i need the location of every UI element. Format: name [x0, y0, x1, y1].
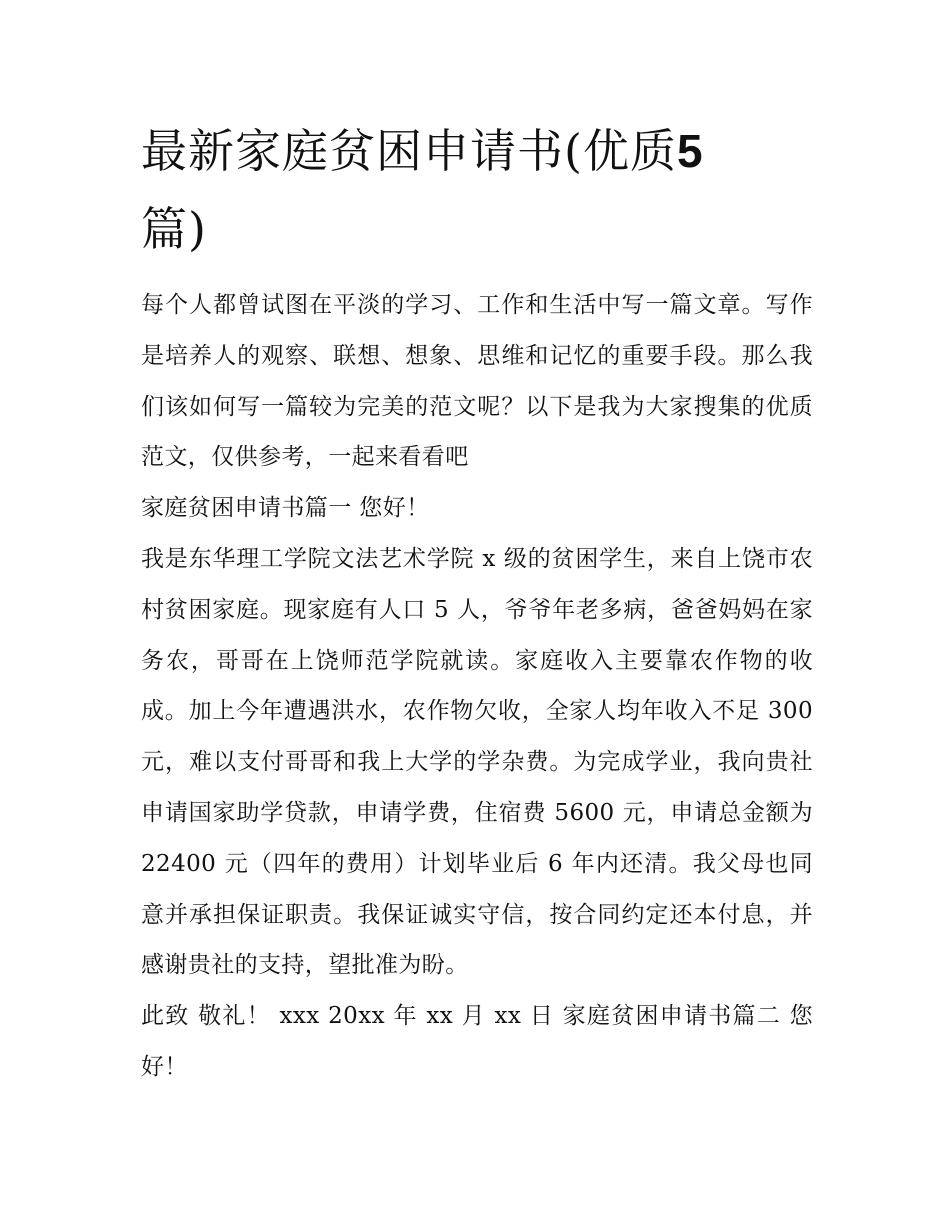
- letter-body-paragraph: 我是东华理工学院文法艺术学院 x 级的贫困学生，来自上饶市农村贫困家庭。现家庭有人口 5 人，爷爷年老多病，爸爸妈妈在家务农，哥哥在上饶师范学院就读。家庭收入主要靠农作物的收成。加上今年遭遇洪水，农作物欠收，全家人均年收入不足 300 元，难以支付哥哥和我上大学的学杂费。为完成学业，我向贵社申请国家助学贷款，申请学费，住宿费 5600 元，申请总金额为 22400 元（四年的费用）计划毕业后 6 年内还清。我父母也同意并承担保证职责。我保证诚实守信，按合同约定还本付息，并感谢贵社的支持，望批准为盼。: [141, 545, 813, 979]
- section-heading-one: 家庭贫困申请书篇一 您好！: [141, 495, 430, 522]
- document-body: [141, 280, 813, 1093]
- title-number: 5: [676, 125, 704, 177]
- title-tail: 篇): [141, 202, 207, 256]
- document-content: [141, 112, 813, 1093]
- title-main: 最新家庭贫困申请书(优质: [141, 124, 677, 178]
- closing-paragraph: 此致 敬礼！ xxx 20xx 年 xx 月 xx 日 家庭贫困申请书篇二 您好！: [141, 1003, 813, 1080]
- document-title: [141, 112, 813, 268]
- intro-paragraph: 每个人都曾试图在平淡的学习、工作和生活中写一篇文章。写作是培养人的观察、联想、想象、思维和记忆的重要手段。那么我们该如何写一篇较为完美的范文呢？以下是我为大家搜集的优质范文，仅供参考，一起来看看吧: [141, 292, 813, 471]
